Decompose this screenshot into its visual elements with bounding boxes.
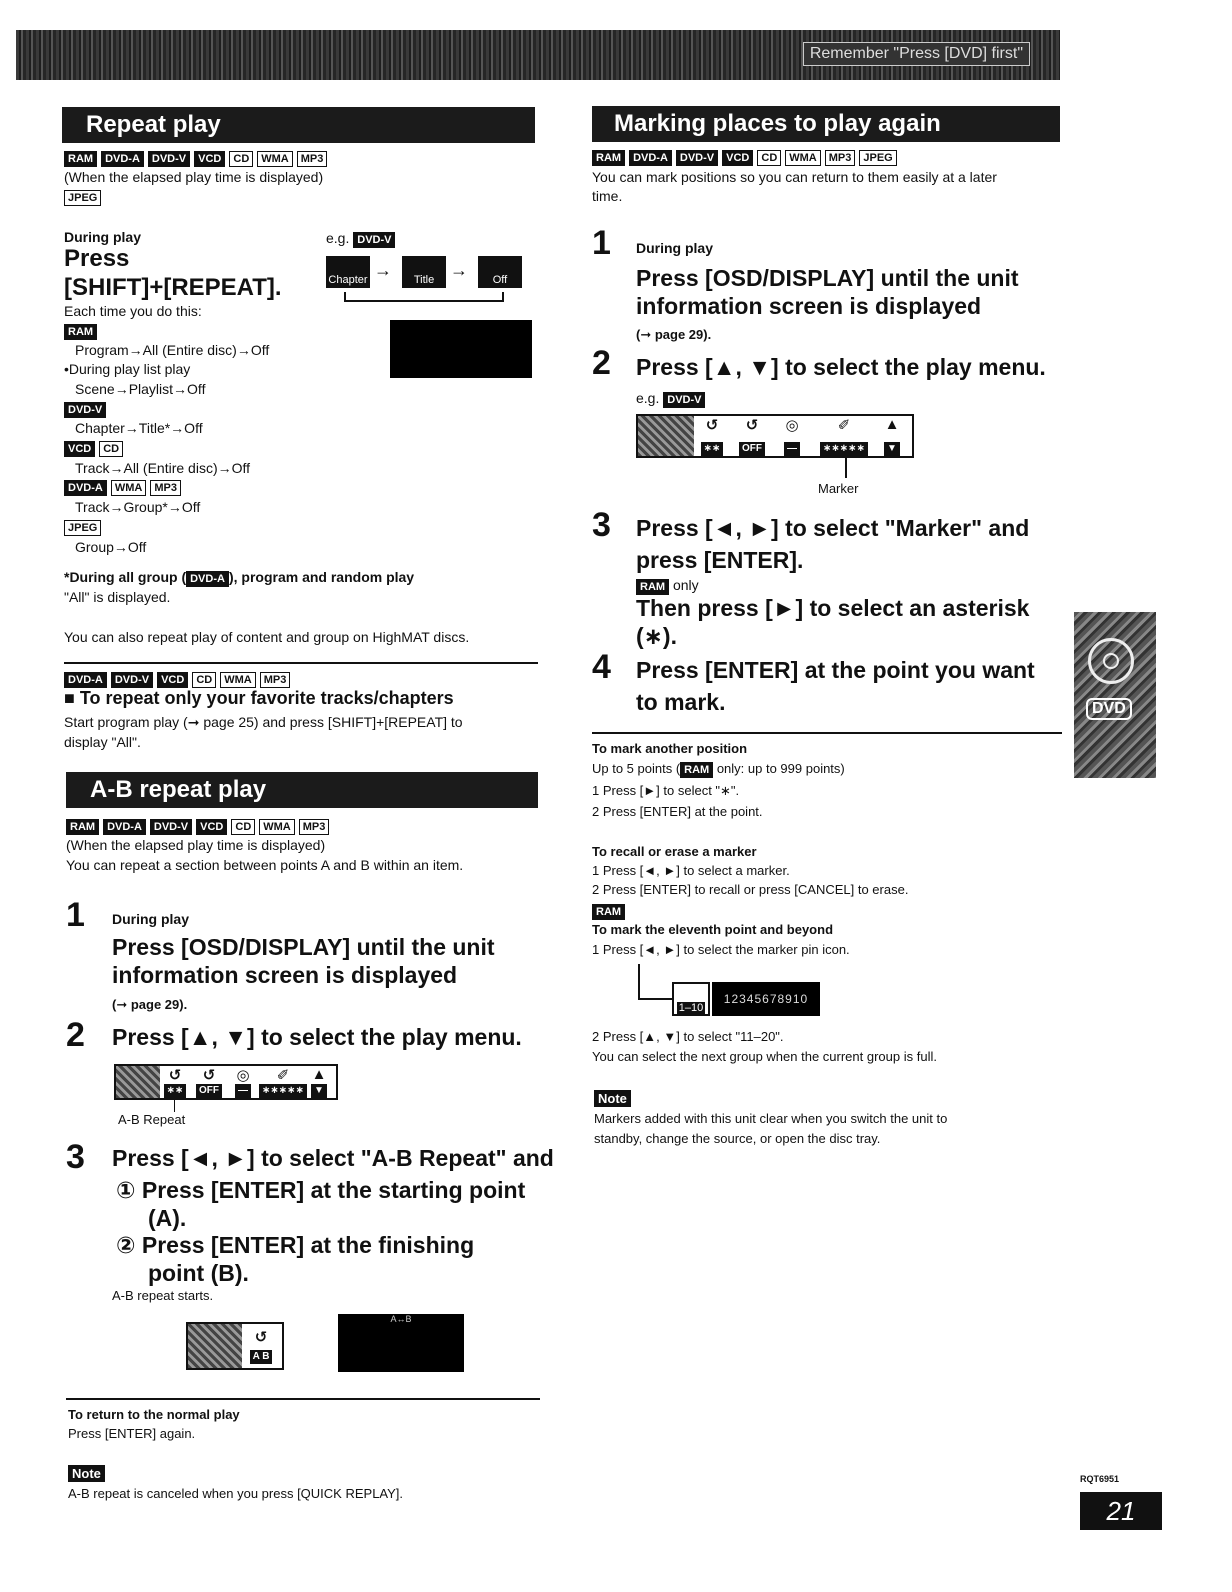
ab-mini-cell: ↺ A B [242, 1324, 280, 1368]
ab-tag-ram: RAM [66, 819, 99, 835]
footnote-tag: DVD-A [186, 571, 229, 587]
list-tag-wma: WMA [111, 480, 147, 496]
doc-code: RQT6951 [1080, 1474, 1120, 1484]
recall-title: To recall or erase a marker [592, 844, 757, 859]
m-step-4-text-1: Press [ENTER] at the point you want [636, 657, 1035, 683]
ab-menu-scroll: ▲ ▼ [311, 1066, 327, 1096]
fav-text-2: display "All". [64, 734, 141, 750]
list-tag-dvd-v: DVD-V [64, 402, 106, 418]
eg-text: e.g. [326, 230, 350, 246]
ram-playlist-note: •During play list play [64, 361, 191, 377]
another-desc: Up to 5 points ( RAM only: up to 999 points) [592, 761, 845, 776]
ab-mini-disc-icon [188, 1324, 242, 1368]
m-note-text-1: Markers added with this unit clear when you switch the unit to [594, 1111, 948, 1126]
ab-step-2-number: 2 [66, 1016, 85, 1054]
chain-chapter: Chapter [326, 256, 370, 288]
m-play-menu [636, 414, 914, 458]
list-tag-vcd: VCD [64, 441, 95, 457]
marking-desc-1: You can mark positions so you can return to them easily at a later [592, 169, 997, 185]
ab-return-text: Press [ENTER] again. [68, 1426, 196, 1441]
ab-step-1-ref: (➞ page 29). [112, 997, 188, 1012]
tag-cd: CD [229, 151, 253, 167]
m-tag-wma: WMA [785, 150, 821, 166]
m-step-2-text: Press [▲, ▼] to select the play menu. [636, 354, 1046, 380]
eg-tag: DVD-V [353, 232, 395, 248]
repeat-press-line1: Press [64, 245, 130, 272]
m-menu-repeat: ↺ ∗∗ [694, 416, 730, 456]
tag-mp3: MP3 [297, 151, 328, 167]
m-step-1-text-1: Press [OSD/DISPLAY] until the unit [636, 265, 1019, 291]
ab-menu-disc-icon [116, 1066, 160, 1098]
ab-menu-ab-repeat: ↺ OFF [190, 1066, 228, 1098]
ab-mini-menu [186, 1322, 284, 1370]
m-menu-marker: ✐ ∗∗∗∗∗ [810, 416, 878, 456]
ab-note-text: A-B repeat is canceled when you press [QUICK REPLAY]. [68, 1486, 404, 1501]
repeat-chain-diagram [326, 256, 532, 306]
ram-sequence: Program→All (Entire disc)→Off [75, 342, 270, 358]
ab-screen-preview: A↔B [338, 1314, 464, 1372]
ab-sub-2b: point (B). [148, 1260, 249, 1286]
marking-divider [592, 732, 1062, 734]
recall-1: 1 Press [◄, ►] to select a marker. [592, 863, 790, 878]
ab-return-title: To return to the normal play [68, 1407, 240, 1422]
repeat-screen-preview [390, 320, 532, 378]
eleventh-1: 1 Press [◄, ►] to select the marker pin icon. [592, 942, 850, 957]
ab-menu-marker: ✐ ∗∗∗∗∗ [258, 1066, 308, 1098]
m-menu-disc-icon [638, 416, 694, 456]
repeat-divider [64, 662, 538, 664]
ab-tags [66, 819, 329, 835]
m-eg-label: e.g. DVD-V [636, 389, 705, 408]
eleventh-2: 2 Press [▲, ▼] to select "11–20". [592, 1029, 784, 1044]
repeat-highmat: You can also repeat play of content and group on HighMAT discs. [64, 629, 470, 645]
m-tag-vcd: VCD [722, 150, 753, 166]
ab-divider [66, 1398, 540, 1400]
marker-pin-icon: 1–10 [672, 982, 710, 1016]
m-tag-mp3: MP3 [825, 150, 856, 166]
jpeg-sequence: Group→Off [75, 539, 147, 555]
list-tag-dvd-a: DVD-A [64, 480, 107, 496]
marker-digits-bar: 12345678910 [712, 982, 820, 1016]
marking-tags [592, 150, 897, 166]
page-number: 21 [1080, 1492, 1162, 1530]
dvdv-sequence: Chapter→Title*→Off [75, 420, 203, 436]
m-then-1: Then press [►] to select an asterisk [636, 595, 1030, 621]
m-menu-sound: ◎ — [785, 417, 799, 454]
ab-tag-vcd: VCD [196, 819, 227, 835]
list-tag-jpeg: JPEG [64, 520, 101, 536]
m-tag-jpeg: JPEG [859, 150, 896, 166]
dvd-tab-label: DVD [1086, 698, 1132, 720]
repeat-press-line2: [SHIFT]+[REPEAT]. [64, 274, 282, 301]
m-note-badge: Note [594, 1090, 631, 1107]
m-step-3-number: 3 [592, 506, 611, 544]
repeat-tags [64, 151, 327, 167]
ab-step-2-text: Press [▲, ▼] to select the play menu. [112, 1024, 522, 1050]
repeat-during-play: During play [64, 229, 142, 245]
repeat-play-heading: Repeat play [62, 107, 535, 143]
vcd-sequence: Track→All (Entire disc)→Off [75, 460, 251, 476]
fav-tags [64, 672, 290, 688]
m-menu-ab-repeat: ↺ OFF [730, 416, 774, 456]
repeat-eg-label [326, 229, 395, 248]
m-ram-only-tag: RAM [636, 579, 669, 595]
m-step-3-text-2: press [ENTER]. [636, 547, 804, 573]
another-tag: RAM [680, 762, 713, 778]
m-eg-tag: DVD-V [663, 392, 705, 408]
repeat-footnote-2: "All" is displayed. [64, 589, 171, 605]
ab-step-1-text-2: information screen is displayed [112, 962, 458, 988]
another-1: 1 Press [►] to select "∗". [592, 783, 740, 798]
recall-2: 2 Press [ENTER] to recall or press [CANCEL] to erase. [592, 882, 909, 897]
dvd-side-tab [1074, 612, 1156, 778]
chain-off: Off [478, 256, 522, 288]
m-ram-only: RAM only [636, 576, 699, 595]
fav-tag-dvd-v: DVD-V [111, 672, 153, 688]
chain-arrow-1: → [374, 260, 392, 280]
tag-jpeg: JPEG [64, 190, 101, 206]
list-tag-mp3: MP3 [150, 480, 181, 496]
m-then-2: (∗). [636, 623, 677, 649]
fav-tag-mp3: MP3 [260, 672, 291, 688]
another-title: To mark another position [592, 741, 748, 756]
fav-tag-vcd: VCD [157, 672, 188, 688]
fav-tag-wma: WMA [220, 672, 256, 688]
header-bar [16, 30, 1060, 80]
list-tag-cd: CD [99, 441, 123, 457]
chain-title: Title [402, 256, 446, 288]
ab-step-3-text: Press [◄, ►] to select "A-B Repeat" and [112, 1145, 554, 1171]
ab-step-1-label: During play [112, 911, 190, 927]
m-menu-pointer [845, 454, 847, 478]
m-marker-caption: Marker [818, 481, 859, 496]
m-step-2-number: 2 [592, 344, 611, 382]
fav-tag-cd: CD [192, 672, 216, 688]
ab-tag-wma: WMA [259, 819, 295, 835]
chain-return-line [344, 292, 504, 302]
marking-heading: Marking places to play again [592, 106, 1060, 142]
pin-horizontal-line [638, 998, 674, 1000]
list-tags-vcd-cd [64, 441, 123, 457]
pin-vertical-line [638, 964, 640, 1000]
eleventh-3: You can select the next group when the current group is full. [592, 1049, 937, 1064]
list-tag-ram: RAM [64, 324, 97, 340]
m-tag-ram: RAM [592, 150, 625, 166]
fav-text-1: Start program play (➞ page 25) and press [SHIFT]+[REPEAT] to [64, 714, 463, 730]
ab-menu-repeat: ↺ ∗∗ [160, 1066, 190, 1098]
ab-tag-dvd-a: DVD-A [103, 819, 146, 835]
ab-tag-cd: CD [231, 819, 255, 835]
ab-tag-dvd-v: DVD-V [150, 819, 192, 835]
marking-desc-2: time. [592, 188, 623, 204]
ab-note-badge: Note [68, 1465, 105, 1482]
ab-elapsed-note: (When the elapsed play time is displayed) [66, 837, 326, 853]
m-tag-dvd-a: DVD-A [629, 150, 672, 166]
m-menu-scroll: ▲ ▼ [884, 416, 900, 454]
another-2: 2 Press [ENTER] at the point. [592, 804, 763, 819]
repeat-footnote: *During all group ( DVD-A ), program and random play [64, 569, 415, 585]
header-tag: Remember "Press [DVD] first" [803, 42, 1030, 66]
ab-sub-1a: ① Press [ENTER] at the starting point [116, 1177, 526, 1203]
fav-tag-dvd-a: DVD-A [64, 672, 107, 688]
disc-icon [1088, 638, 1134, 684]
m-step-1-label: During play [636, 240, 714, 256]
ab-step-1-text-1: Press [OSD/DISPLAY] until the unit [112, 934, 495, 960]
ab-desc: You can repeat a section between points A and B within an item. [66, 857, 464, 873]
ab-sub-2a: ② Press [ENTER] at the finishing [116, 1232, 475, 1258]
ab-tag-mp3: MP3 [299, 819, 330, 835]
tag-vcd: VCD [194, 151, 225, 167]
m-step-4-text-2: to mark. [636, 689, 726, 715]
ab-repeat-heading: A-B repeat play [66, 772, 538, 808]
tag-dvd-a: DVD-A [101, 151, 144, 167]
tag-ram: RAM [64, 151, 97, 167]
m-step-4-number: 4 [592, 648, 611, 686]
m-note-text-2: standby, change the source, or open the disc tray. [594, 1131, 881, 1146]
m-step-3-text-1: Press [◄, ►] to select "Marker" and [636, 515, 1030, 541]
tag-wma: WMA [257, 151, 293, 167]
ram-sequence-2: Scene→Playlist→Off [75, 381, 206, 397]
ab-menu-caption: A-B Repeat [118, 1112, 186, 1127]
ab-step-1-number: 1 [66, 896, 85, 934]
m-step-1-ref: (➞ page 29). [636, 327, 712, 342]
ab-play-menu [114, 1064, 338, 1100]
m-step-1-text-2: information screen is displayed [636, 293, 982, 319]
chain-arrow-2: → [450, 260, 468, 280]
eleventh-ram-tag: RAM [592, 904, 625, 920]
repeat-elapsed-note: (When the elapsed play time is displayed) [64, 169, 324, 185]
tag-dvd-v: DVD-V [148, 151, 190, 167]
ab-sub-1b: (A). [148, 1205, 187, 1231]
m-tag-dvd-v: DVD-V [676, 150, 718, 166]
repeat-each-time: Each time you do this: [64, 303, 202, 319]
eleventh-title: To mark the eleventh point and beyond [592, 922, 834, 937]
fav-title: ■ To repeat only your favorite tracks/chapters [64, 688, 454, 708]
list-tags-dvda [64, 480, 181, 496]
ab-menu-pointer [174, 1096, 175, 1112]
m-step-1-number: 1 [592, 224, 611, 262]
dvda-sequence: Track→Group*→Off [75, 499, 201, 515]
ab-starts: A-B repeat starts. [112, 1288, 214, 1303]
ab-step-3-number: 3 [66, 1138, 85, 1176]
ab-menu-sound: ◎ — [236, 1067, 250, 1096]
m-tag-cd: CD [757, 150, 781, 166]
